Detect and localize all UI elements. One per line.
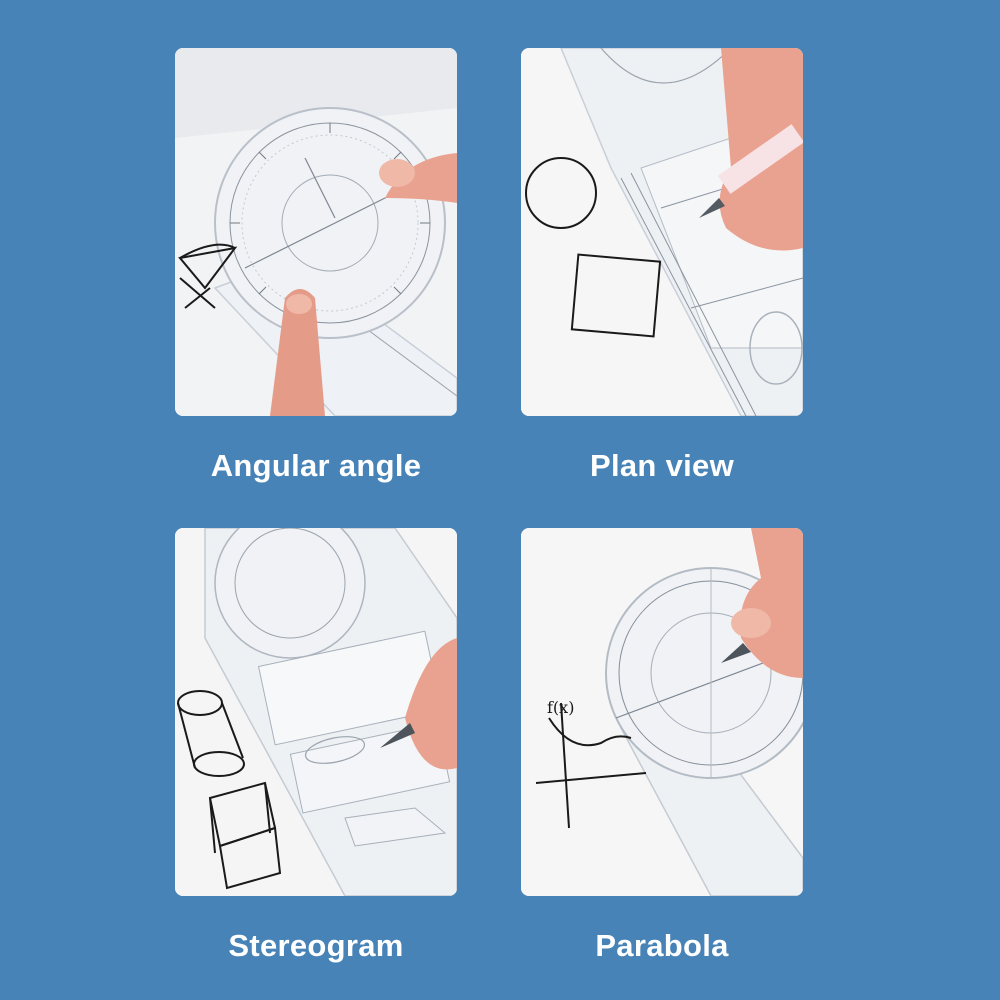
ruler-drawing-circle-and-square-photo bbox=[521, 48, 803, 416]
photo-plan-view bbox=[521, 48, 803, 416]
ruler-drawing-cylinder-and-cube-photo bbox=[175, 528, 457, 896]
photo-parabola bbox=[521, 528, 803, 896]
graph-function-label: f(x) bbox=[547, 698, 575, 717]
caption-parabola: Parabola bbox=[595, 928, 729, 963]
photo-angular-angle bbox=[175, 48, 457, 416]
photo-stereogram bbox=[175, 528, 457, 896]
caption-angular-angle: Angular angle bbox=[210, 448, 422, 483]
caption-plan-view: Plan view bbox=[590, 448, 734, 483]
protractor-drawing-function-graph-photo bbox=[521, 528, 803, 896]
protractor-ruler-measuring-angle-photo bbox=[175, 48, 457, 416]
caption-stereogram: Stereogram bbox=[228, 928, 404, 963]
